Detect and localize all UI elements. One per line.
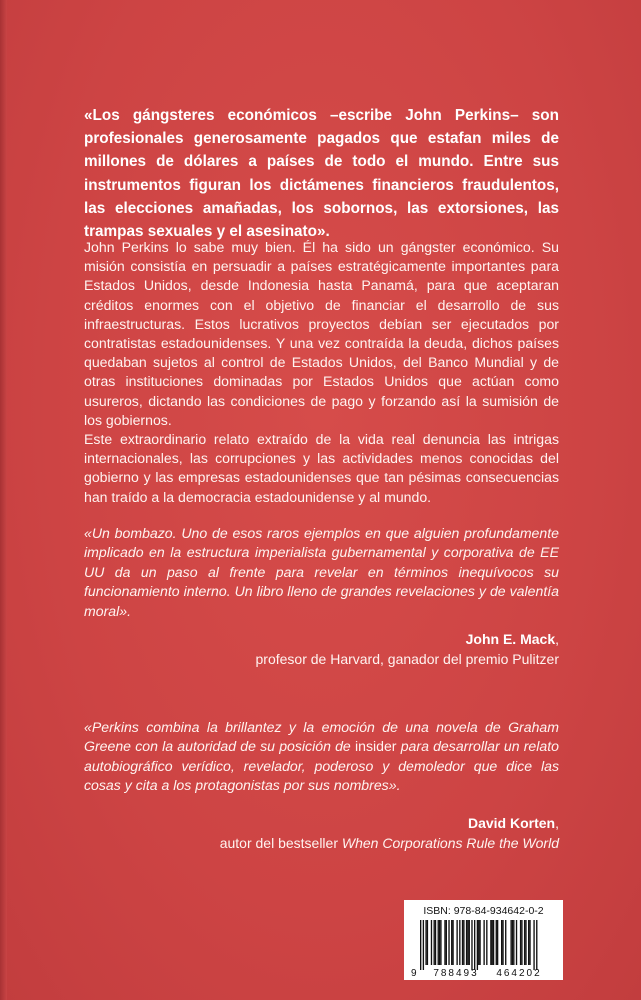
barcode-bar [483,920,484,965]
barcode-bar [486,920,487,965]
barcode-bar [434,920,435,965]
barcode-bar [501,920,502,965]
barcode-bar [456,920,457,965]
synopsis [84,238,559,507]
barcode-bar [510,920,511,965]
blurb-quote-korten [84,718,559,796]
barcode-bar [497,920,498,965]
barcode-bar [448,920,449,965]
barcode-bar [423,920,424,970]
blurb-role-korten-title: When Corporations Rule the World [341,835,559,851]
barcode-bar [493,920,494,965]
blurb-author-korten: David Korten [467,815,556,831]
barcode-bar [438,920,439,965]
blurb-author-korten-comma: , [555,815,559,831]
barcode-bar [536,920,537,970]
blurb-quote-korten-part-1: «Perkins combina la brillantez y la emoción de una novela de Graham Greene con la autoridad de su posición de [84,719,559,755]
barcode-bar [431,920,432,965]
barcode-bar [513,920,514,965]
blurb-attribution-korten [220,813,559,853]
barcode-bar [466,920,467,965]
barcode-bar [520,920,521,965]
barcode-bar [451,920,452,965]
barcode-bar [505,920,506,965]
barcode-bar [463,920,464,965]
barcode-digit-first: 9 [411,968,417,978]
spine-edge [0,0,7,1000]
barcode-digits-right: 464202 [496,968,542,978]
blurb-author-mack-comma: , [555,631,559,647]
barcode-digits-left: 788493 [433,968,479,978]
barcode-bar [490,920,491,965]
barcode-bar [446,920,447,965]
synopsis-paragraph-1: John Perkins lo sabe muy bien. Él ha sido un gángster económico. Su misión consistía en persuadir a países estratégicamente importantes para Estados Unidos, desde Indonesia hasta Panamá, para que aceptaran créditos enormes con el objetivo de financiar el desarrollo de sus infraestructuras. Estos lucrativos proyectos debían ser ejecutados por contratistas estadounidenses. Y una vez contraída la deuda, dichos países quedaban sujetos al control de Estados Unidos, del Banco Mundial y de otras instituciones dominadas por Estados Unidos que actúan como usureros, dictando las condiciones de pago y forzando así la sumisión de los gobiernos. [84,239,559,428]
blurb-quote-mack: «Un bombazo. Uno de esos raros ejemplos en que alguien profundamente implicado en la estructura imperialista gubernamental y corporativa de EE UU da un paso al frente para revelar en términos inequívocos su funcionamiento interno. Un libro lleno de grandes revelaciones y de valentía moral». [84,525,559,619]
barcode-bar [492,920,493,965]
barcode-bar [459,920,460,965]
barcode-bar [444,920,445,965]
lead-paragraph: «Los gángsteres económicos –escribe John Perkins– son profesionales generosamente pagados que estafan miles de millones de dólares a países de todo el mundo. Entre sus instrumentos figuran los dictámenes financieros fraudulentos, las elecciones amañadas, los sobornos, las extorsiones, las trampas sexuales y el asesinato». [84,107,559,241]
barcode-bar [479,920,480,965]
barcode-bar [439,920,440,965]
barcode-bar [512,920,513,965]
barcode-bar [478,920,479,965]
barcode-bar [525,920,526,965]
barcode-bar [474,920,475,970]
barcode-bar [452,920,453,965]
barcode-bar [425,920,426,965]
blurb-role-mack: profesor de Harvard, ganador del premio Pulitzer [255,651,559,667]
barcode-bar [496,920,497,965]
isbn-label: ISBN: 978-84-934642-0-2 [423,905,544,917]
barcode-bars [420,920,537,970]
barcode-bar [469,920,470,965]
barcode-bar [471,920,472,970]
synopsis-paragraph-2: Este extraordinario relato extraído de la vida real denuncia las intrigas internacionales, las corrupciones y las actividades menos conocidas del gobierno y las empresas estadounidenses que tan pésimas consecuencias han traído a la democracia estadounidense y al mundo. [84,431,559,505]
barcode-bar [420,920,421,970]
barcode-bar [529,920,530,965]
barcode-box [404,900,563,980]
blurb-author-mack: John E. Mack [465,631,556,647]
blurb-attribution-mack [256,629,560,669]
barcode-bar [467,920,468,965]
barcode-bar [521,920,522,965]
blurb-quote-korten-part-2: para desarrollar un relato autobiográfico verídico, revelador, poderoso y demoledor que dice las cosas y cita a los protagonistas por sus nombres». [84,738,559,794]
barcode-bar [435,920,436,965]
barcode-image [410,920,557,978]
barcode-bar [462,920,463,965]
barcode-bar [477,920,478,970]
barcode-bar [440,920,441,965]
barcode-bar [533,920,534,970]
blurb-quote-korten-insider: insider [354,738,397,755]
barcode-bar [502,920,503,965]
barcode-bar [427,920,428,965]
barcode-bar [528,920,529,965]
barcode-bar [516,920,517,965]
blurb-role-korten-prefix: autor del bestseller [219,835,342,851]
barcode-bar [524,920,525,965]
